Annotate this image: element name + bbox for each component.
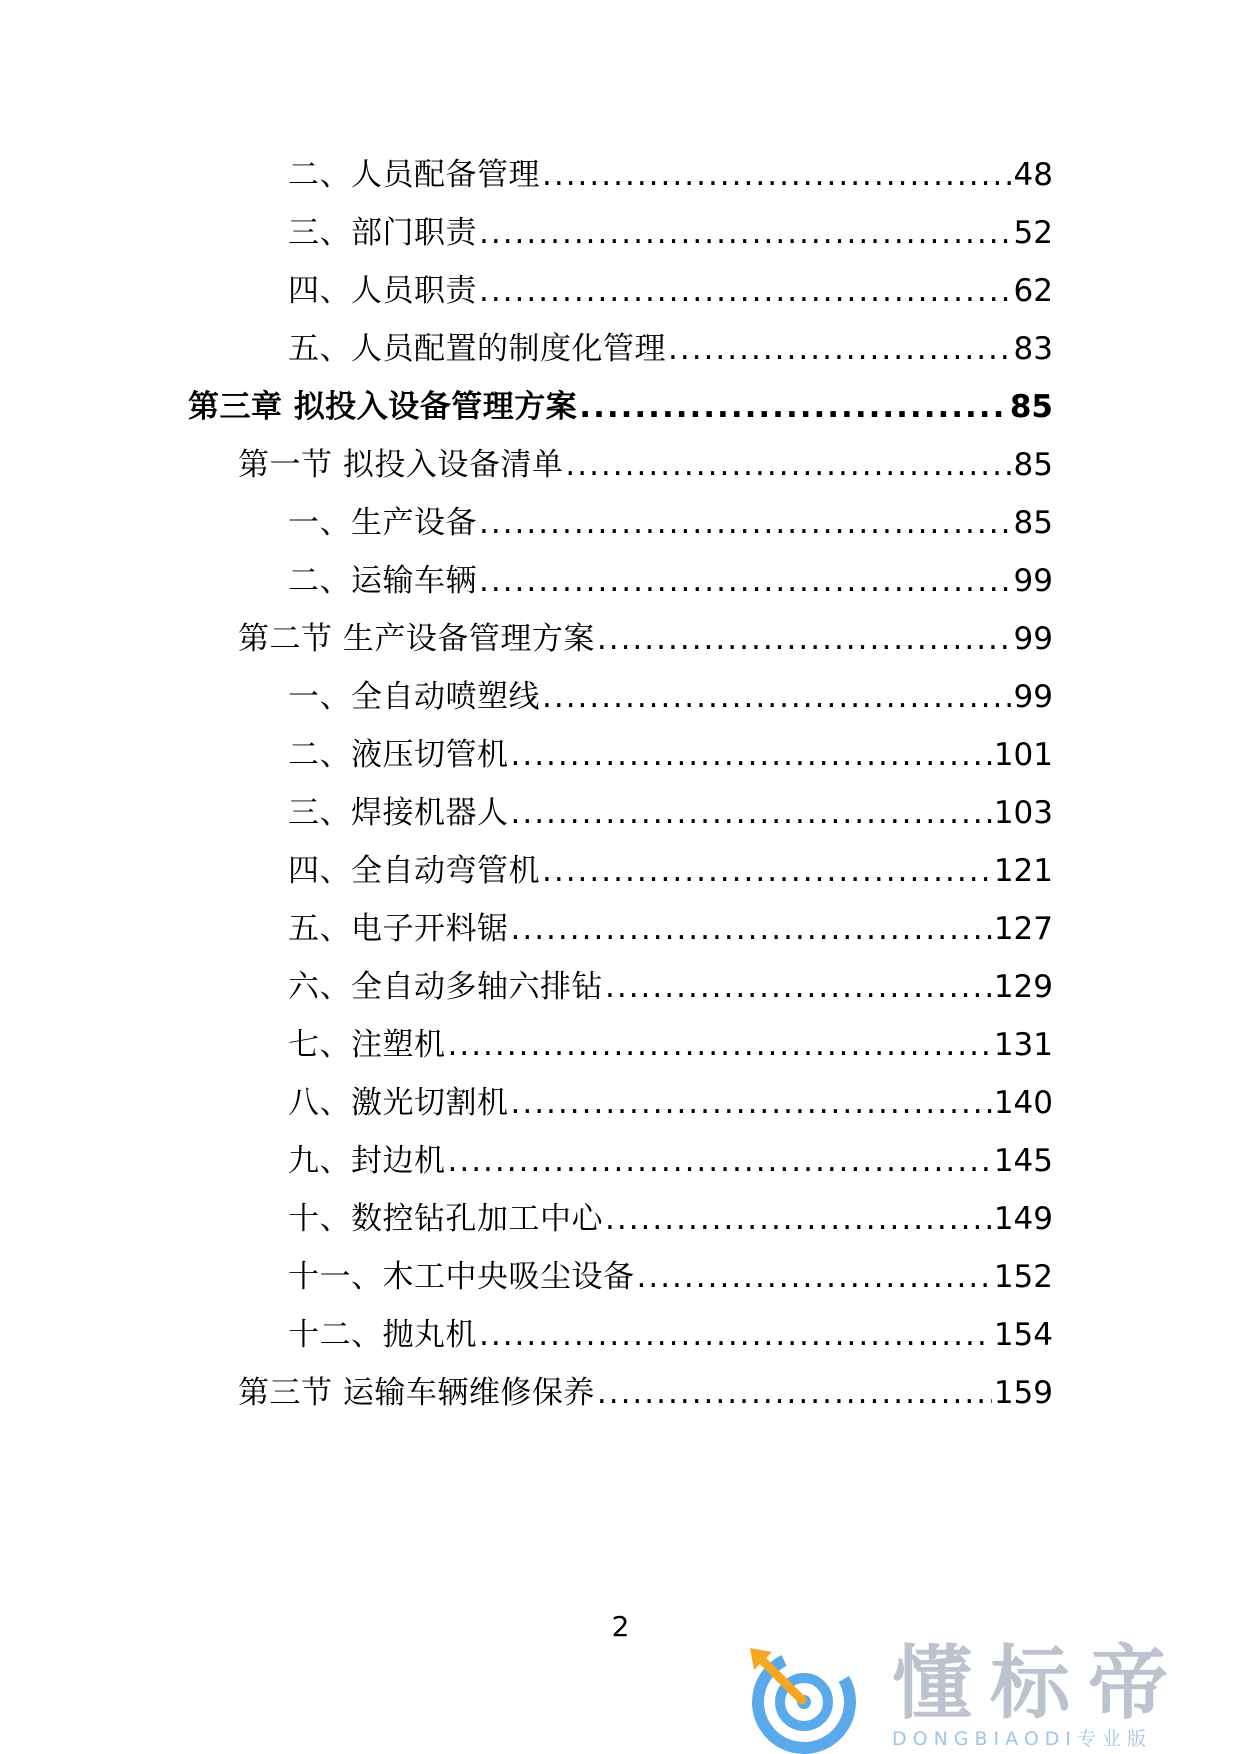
watermark-subtitle: DONGBIAODI专业版 [892,1728,1153,1750]
toc-entry[interactable] [288,667,1053,717]
toc-entry[interactable] [288,725,1053,775]
toc-entry-title: 八、激光切割机 [288,1085,509,1121]
toc-dot-leader [479,561,1012,601]
toc-entry-title: 三、部门职责 [288,215,477,251]
toc-dot-leader [542,851,992,891]
toc-entry-page: 129 [993,969,1053,1005]
toc-dot-leader [511,1083,992,1123]
toc-section-entry[interactable] [238,435,1053,485]
target-arrow-logo-icon [742,1640,862,1754]
toc-entry[interactable] [288,1305,1053,1355]
toc-dot-leader [597,619,1012,659]
toc-entry-page: 99 [1013,563,1053,599]
toc-chapter-entry[interactable] [188,377,1053,427]
toc-dot-leader [511,909,992,949]
toc-entry[interactable] [288,551,1053,601]
toc-entry-title: 三、焊接机器人 [288,795,509,831]
toc-entry-title: 四、全自动弯管机 [288,853,540,889]
toc-entry-page: 83 [1013,331,1053,367]
toc-dot-leader [668,329,1012,369]
toc-entry[interactable] [288,783,1053,833]
toc-entry-page: 62 [1013,273,1053,309]
toc-entry-page: 131 [993,1027,1053,1063]
toc-entry[interactable] [288,841,1053,891]
toc-entry-page: 52 [1013,215,1053,251]
toc-entry-page: 85 [1013,505,1053,541]
toc-entry-page: 85 [1013,447,1053,483]
toc-entry-title: 一、生产设备 [288,505,477,541]
toc-entry[interactable] [288,261,1053,311]
toc-entry[interactable] [288,1131,1053,1181]
toc-entry-title: 二、运输车辆 [288,563,477,599]
toc-entry[interactable] [288,1073,1053,1123]
toc-section-entry[interactable] [238,609,1053,659]
page-number: 2 [611,1610,630,1643]
toc-dot-leader [605,1199,992,1239]
toc-entry-page: 127 [993,911,1053,947]
toc-dot-leader [637,1257,992,1297]
toc-entry-title: 一、全自动喷塑线 [288,679,540,715]
toc-entry[interactable] [288,1189,1053,1239]
toc-entry[interactable] [288,957,1053,1007]
toc-dot-leader [511,793,992,833]
toc-entry-page: 103 [993,795,1053,831]
toc-dot-leader [597,1373,992,1413]
toc-entry-page: 159 [993,1375,1053,1411]
toc-entry-title: 十一、木工中央吸尘设备 [288,1259,635,1295]
toc-dot-leader [565,445,1011,485]
toc-dot-leader [511,735,992,775]
toc-entry[interactable] [288,145,1053,195]
toc-entry-title: 九、封边机 [288,1143,446,1179]
toc-entry-page: 85 [1009,389,1053,425]
toc-entry-page: 152 [993,1259,1053,1295]
toc-entry-page: 149 [993,1201,1053,1237]
toc-entry-page: 140 [993,1085,1053,1121]
toc-entry[interactable] [288,1247,1053,1297]
toc-dot-leader [542,677,1012,717]
toc-entry-title: 五、电子开料锯 [288,911,509,947]
watermark-brand: 懂标帝 [892,1637,1186,1730]
toc-entry-title: 第三节 运输车辆维修保养 [238,1375,595,1411]
toc-entry[interactable] [288,1015,1053,1065]
toc-entry-title: 第一节 拟投入设备清单 [238,447,564,483]
toc-entry[interactable] [288,203,1053,253]
toc-dot-leader [479,1315,992,1355]
toc-dot-leader [479,271,1012,311]
watermark [742,1637,1212,1754]
toc-entry-title: 五、人员配置的制度化管理 [288,331,666,367]
toc-entry-title: 第二节 生产设备管理方案 [238,621,595,657]
toc-entry[interactable] [288,493,1053,543]
toc-entry-title: 二、人员配备管理 [288,157,540,193]
toc-entry-title: 七、注塑机 [288,1027,446,1063]
toc-entry-title: 二、液压切管机 [288,737,509,773]
toc-entry-title: 四、人员职责 [288,273,477,309]
toc-entry-page: 48 [1013,157,1053,193]
toc-dot-leader [479,213,1012,253]
toc-dot-leader [448,1025,992,1065]
toc-entry-page: 154 [993,1317,1053,1353]
toc-entry-title: 十二、抛丸机 [288,1317,477,1353]
toc-entry-page: 99 [1013,679,1053,715]
toc-entry-title: 六、全自动多轴六排钻 [288,969,603,1005]
toc-entry[interactable] [288,899,1053,949]
toc-entry-title: 第三章 拟投入设备管理方案 [188,389,578,425]
toc-entry[interactable] [288,319,1053,369]
toc-dot-leader [479,503,1012,543]
toc-entry-page: 145 [993,1143,1053,1179]
toc-dot-leader [579,387,1008,427]
toc-dot-leader [542,155,1012,195]
toc-entry-page: 121 [993,853,1053,889]
toc-section-entry[interactable] [238,1363,1053,1413]
toc-entry-page: 101 [993,737,1053,773]
toc-entry-title: 十、数控钻孔加工中心 [288,1201,603,1237]
toc-dot-leader [448,1141,992,1181]
toc-dot-leader [605,967,992,1007]
toc-entry-page: 99 [1013,621,1053,657]
